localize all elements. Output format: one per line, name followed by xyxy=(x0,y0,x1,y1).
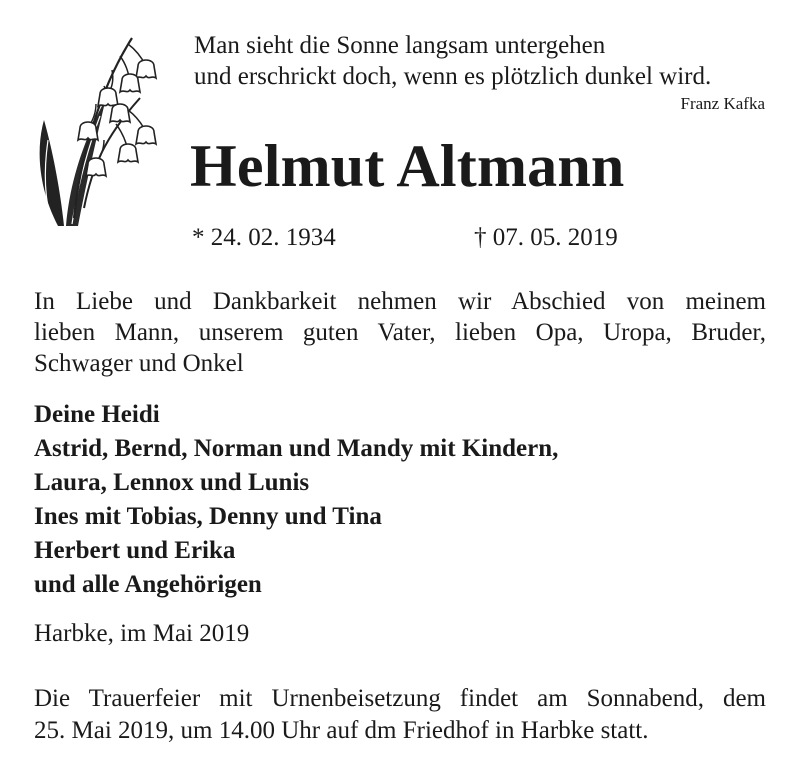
farewell-line: In Liebe und Dankbarkeit nehmen wir Abschied von meinem xyxy=(34,288,766,315)
place-date: Harbke, im Mai 2019 xyxy=(34,620,250,647)
family-line: Deine Heidi xyxy=(34,401,160,428)
birth-date: * 24. 02. 1934 xyxy=(192,224,336,251)
funeral-line: Die Trauerfeier mit Urnenbeisetzung findet am Sonnabend, dem xyxy=(34,685,766,712)
family-line: Ines mit Tobias, Denny und Tina xyxy=(34,503,382,530)
death-date: † 07. 05. 2019 xyxy=(474,224,618,251)
funeral-info xyxy=(34,683,766,747)
family-line: Astrid, Bernd, Norman und Mandy mit Kindern, xyxy=(34,435,559,462)
lily-of-the-valley-icon xyxy=(30,28,160,228)
quote-author: Franz Kafka xyxy=(680,94,765,113)
farewell-line: lieben Mann, unserem guten Vater, lieben Opa, Uropa, Bruder, xyxy=(34,319,766,346)
quote-line: Man sieht die Sonne langsam untergehen xyxy=(194,32,606,59)
family-line: Herbert und Erika xyxy=(34,537,236,564)
funeral-line: 25. Mai 2019, um 14.00 Uhr auf dm Friedhof in Harbke statt. xyxy=(34,717,649,744)
quote-line: und erschrickt doch, wenn es plötzlich dunkel wird. xyxy=(194,63,712,90)
farewell-text xyxy=(34,286,766,379)
family-line: und alle Angehörigen xyxy=(34,571,262,598)
deceased-name: Helmut Altmann xyxy=(190,133,625,199)
family-line: Laura, Lennox und Lunis xyxy=(34,469,310,496)
farewell-line: Schwager und Onkel xyxy=(34,350,244,377)
family-list xyxy=(34,398,558,602)
quote xyxy=(194,30,770,114)
